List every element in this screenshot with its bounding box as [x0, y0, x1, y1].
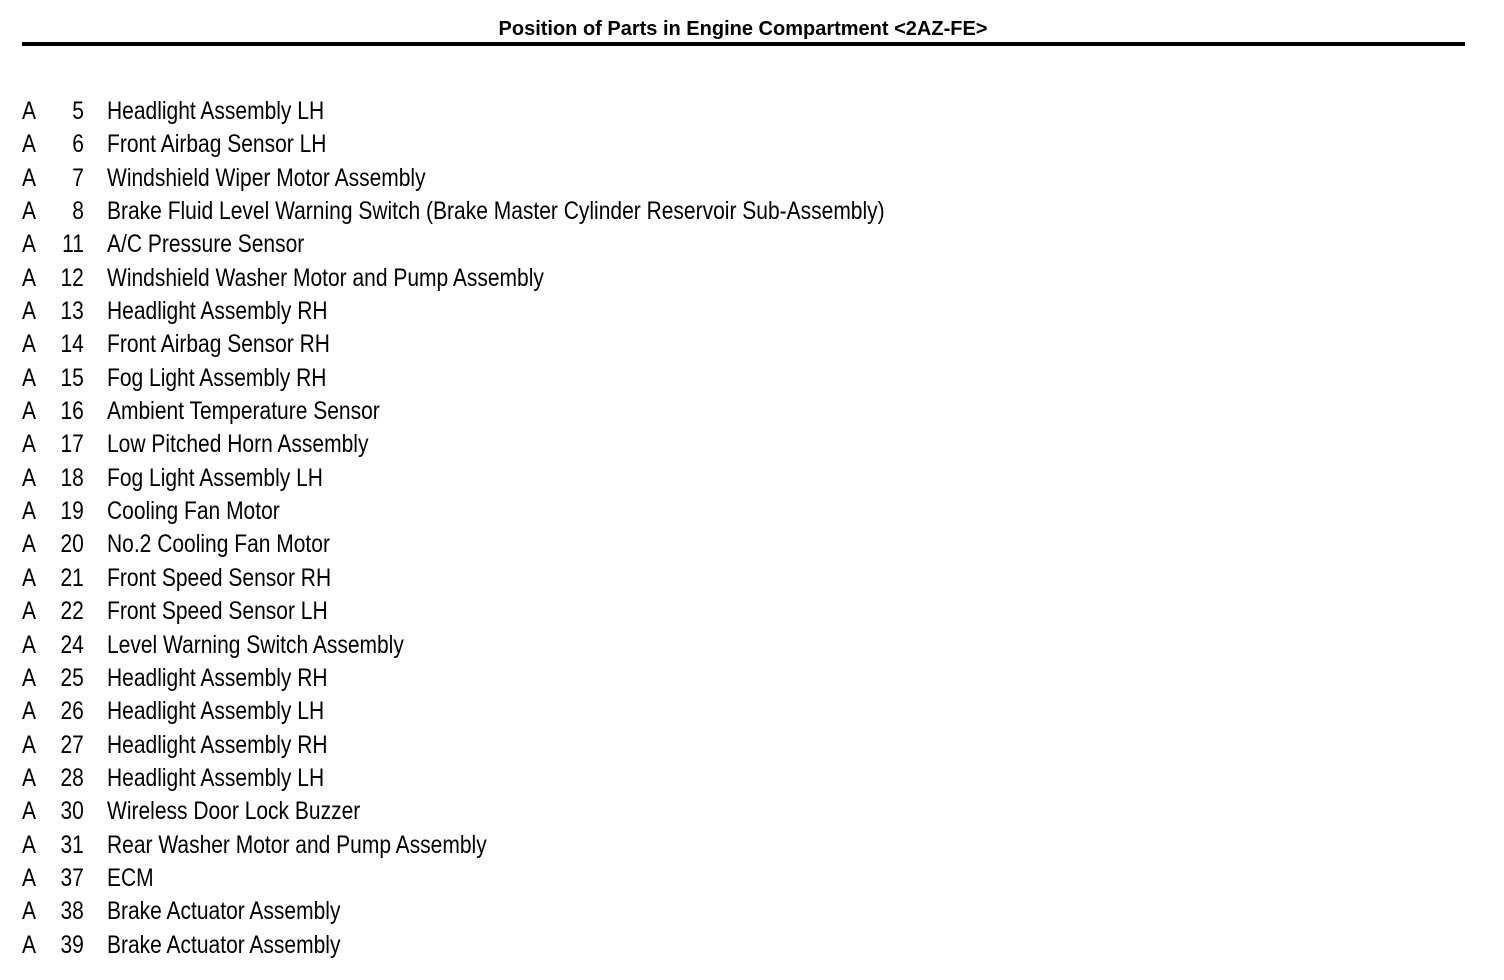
part-number: 6 [72, 130, 84, 159]
part-name: Ambient Temperature Sensor [107, 397, 380, 426]
part-row [0, 595, 1504, 628]
part-row [0, 562, 1504, 595]
part-number: 20 [60, 530, 84, 559]
part-code: A [22, 763, 37, 792]
part-row [0, 729, 1504, 762]
title-underline [22, 42, 1465, 46]
part-name: Headlight Assembly RH [107, 730, 328, 759]
part-name: Windshield Washer Motor and Pump Assembly [107, 263, 544, 292]
part-number: 25 [60, 663, 84, 692]
part-row [0, 862, 1504, 895]
part-name: Headlight Assembly LH [107, 697, 325, 726]
part-name: Front Airbag Sensor LH [107, 130, 327, 159]
part-code: A [22, 430, 37, 459]
part-number: 39 [60, 930, 84, 959]
part-number: 15 [60, 363, 84, 392]
part-code: A [22, 897, 37, 926]
part-name: ECM [107, 863, 154, 892]
part-row [0, 95, 1504, 128]
part-code: A [22, 530, 37, 559]
part-number: 38 [60, 897, 84, 926]
part-code: A [22, 330, 37, 359]
part-row [0, 929, 1504, 962]
part-row [0, 328, 1504, 361]
part-row [0, 662, 1504, 695]
part-number: 18 [60, 463, 84, 492]
part-name: Headlight Assembly RH [107, 297, 328, 326]
part-name: Headlight Assembly LH [107, 97, 325, 125]
part-code: A [22, 697, 37, 726]
part-name: Front Airbag Sensor RH [107, 330, 330, 359]
part-name: Brake Actuator Assembly [107, 897, 341, 926]
part-row [0, 762, 1504, 795]
part-number: 16 [60, 397, 84, 426]
part-row [0, 128, 1504, 161]
part-code: A [22, 497, 37, 526]
part-name: No.2 Cooling Fan Motor [107, 530, 330, 559]
part-name: Brake Actuator Assembly [107, 930, 341, 959]
part-number: 5 [72, 97, 84, 125]
part-code: A [22, 463, 37, 492]
part-number: 17 [60, 430, 84, 459]
part-row [0, 295, 1504, 328]
part-code: A [22, 797, 37, 826]
part-name: Headlight Assembly LH [107, 763, 325, 792]
part-name: Fog Light Assembly RH [107, 363, 327, 392]
part-name: A/C Pressure Sensor [107, 230, 305, 259]
part-number: 11 [62, 230, 84, 259]
part-number: 31 [60, 830, 84, 859]
part-number: 24 [60, 630, 84, 659]
part-code: A [22, 230, 37, 259]
part-number: 21 [60, 563, 84, 592]
part-number: 7 [72, 163, 84, 192]
part-name: Front Speed Sensor LH [107, 597, 328, 626]
parts-list [0, 95, 1504, 962]
part-number: 12 [60, 263, 84, 292]
part-row [0, 195, 1504, 228]
part-code: A [22, 130, 37, 159]
part-number: 22 [60, 597, 84, 626]
part-code: A [22, 597, 37, 626]
part-code: A [22, 297, 37, 326]
part-row [0, 395, 1504, 428]
part-number: 8 [72, 197, 84, 226]
part-row [0, 895, 1504, 928]
part-row [0, 262, 1504, 295]
part-code: A [22, 863, 37, 892]
part-number: 14 [60, 330, 84, 359]
part-name: Low Pitched Horn Assembly [107, 430, 369, 459]
part-code: A [22, 397, 37, 426]
part-code: A [22, 197, 37, 226]
part-code: A [22, 630, 37, 659]
part-row [0, 428, 1504, 461]
part-row [0, 528, 1504, 561]
part-name: Brake Fluid Level Warning Switch (Brake Master Cylinder Reservoir Sub-Assembly) [107, 197, 885, 226]
part-row [0, 629, 1504, 662]
part-row [0, 495, 1504, 528]
part-code: A [22, 930, 37, 959]
part-number: 13 [60, 297, 84, 326]
part-code: A [22, 730, 37, 759]
part-name: Front Speed Sensor RH [107, 563, 332, 592]
part-code: A [22, 263, 37, 292]
part-row [0, 795, 1504, 828]
part-name: Windshield Wiper Motor Assembly [107, 163, 426, 192]
part-code: A [22, 563, 37, 592]
part-number: 19 [60, 497, 84, 526]
part-number: 28 [60, 763, 84, 792]
part-number: 27 [60, 730, 84, 759]
page-title: Position of Parts in Engine Compartment <2AZ-FE> [498, 18, 988, 40]
part-number: 26 [60, 697, 84, 726]
part-row [0, 462, 1504, 495]
part-code: A [22, 163, 37, 192]
part-code: A [22, 663, 37, 692]
part-name: Headlight Assembly RH [107, 663, 328, 692]
part-code: A [22, 363, 37, 392]
part-row [0, 695, 1504, 728]
part-name: Fog Light Assembly LH [107, 463, 323, 492]
part-number: 30 [60, 797, 84, 826]
part-name: Level Warning Switch Assembly [107, 630, 404, 659]
part-code: A [22, 830, 37, 859]
part-row [0, 162, 1504, 195]
part-name: Rear Washer Motor and Pump Assembly [107, 830, 487, 859]
part-row [0, 829, 1504, 862]
part-name: Cooling Fan Motor [107, 497, 280, 526]
part-row [0, 362, 1504, 395]
part-row [0, 228, 1504, 261]
part-number: 37 [60, 863, 84, 892]
part-name: Wireless Door Lock Buzzer [107, 797, 361, 826]
part-code: A [22, 97, 37, 125]
